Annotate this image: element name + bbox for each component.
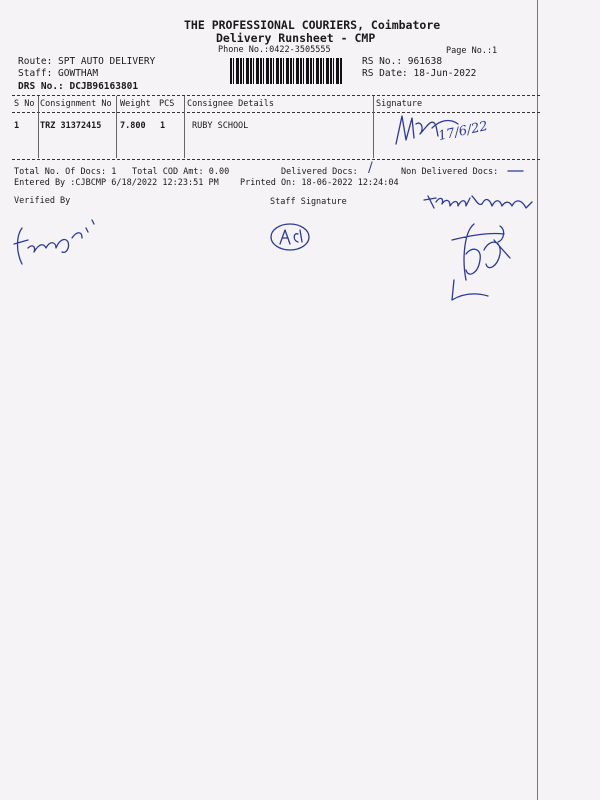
cell-consignee: RUBY SCHOOL bbox=[192, 121, 249, 131]
col-header-weight: Weight bbox=[120, 99, 151, 109]
col-divider bbox=[38, 96, 39, 158]
phone-number: Phone No.:0422-3505555 bbox=[218, 45, 331, 55]
document-title: Delivery Runsheet - CMP bbox=[216, 31, 376, 45]
total-docs: Total No. Of Docs: 1 bbox=[14, 167, 117, 177]
total-cod: Total COD Amt: 0.00 bbox=[132, 167, 230, 177]
col-header-consignment: Consignment No bbox=[40, 99, 112, 109]
col-divider bbox=[116, 96, 117, 158]
drs-number: DRS No.: DCJB96163801 bbox=[18, 81, 139, 92]
col-divider bbox=[184, 96, 185, 158]
staff-name-handwritten bbox=[422, 188, 542, 218]
table-top-rule bbox=[12, 95, 540, 96]
cell-weight: 7.800 bbox=[120, 121, 146, 131]
staff-label: Staff: GOWTHAM bbox=[18, 68, 99, 79]
non-delivered-dash bbox=[507, 168, 525, 174]
staff-main-signature bbox=[444, 220, 524, 310]
staff-signature-label: Staff Signature bbox=[270, 197, 347, 207]
entered-by: Entered By :CJBCMP 6/18/2022 12:23:51 PM bbox=[14, 178, 219, 188]
col-header-sno: S No bbox=[14, 99, 35, 109]
rs-number: RS No.: 961638 bbox=[362, 56, 443, 67]
route-label: Route: SPT AUTO DELIVERY bbox=[18, 56, 156, 67]
col-divider bbox=[373, 96, 374, 158]
page-right-border bbox=[537, 0, 538, 800]
col-header-pcs: PCS bbox=[159, 99, 175, 109]
page-number: Page No.:1 bbox=[446, 46, 498, 56]
delivered-docs-label: Delivered Docs: bbox=[281, 167, 358, 177]
verified-by-label: Verified By bbox=[14, 196, 71, 206]
cell-sno: 1 bbox=[14, 121, 20, 131]
rs-date: RS Date: 18-Jun-2022 bbox=[362, 68, 477, 79]
barcode bbox=[230, 58, 342, 84]
staff-stamp bbox=[268, 222, 318, 254]
printed-on: Printed On: 18-06-2022 12:24:04 bbox=[240, 178, 399, 188]
delivered-docs-handwritten: / bbox=[368, 160, 373, 176]
cell-pcs: 1 bbox=[160, 121, 166, 131]
col-header-consignee: Consignee Details bbox=[187, 99, 274, 109]
company-name: THE PROFESSIONAL COURIERS, Coimbatore bbox=[184, 18, 441, 32]
cell-consignment: TRZ 31372415 bbox=[40, 121, 102, 131]
receiver-date-handwritten: 17/6/22 bbox=[436, 118, 490, 145]
col-header-signature: Signature bbox=[376, 99, 423, 109]
verifier-signature bbox=[12, 208, 112, 268]
non-delivered-docs-label: Non Delivered Docs: bbox=[401, 167, 499, 177]
table-bottom-rule bbox=[12, 159, 540, 160]
